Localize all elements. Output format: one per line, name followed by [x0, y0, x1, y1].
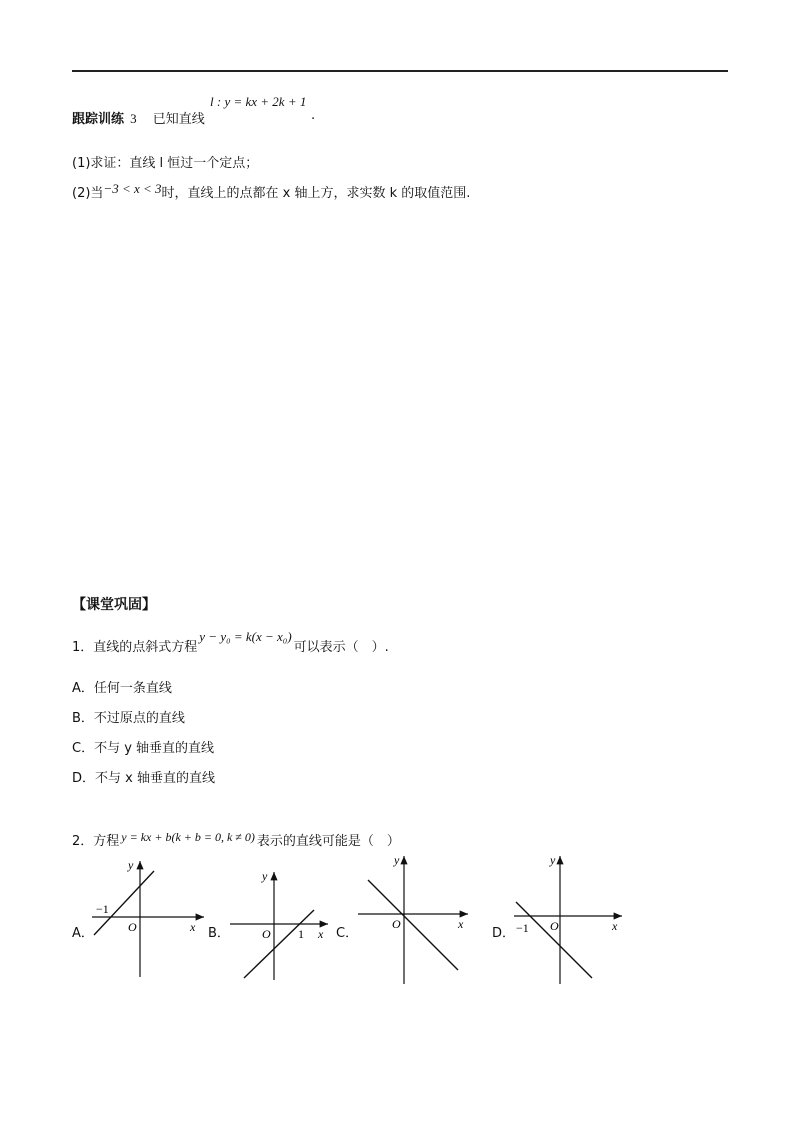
training-heading — [72, 108, 205, 127]
training-intro: 已知直线 — [152, 112, 205, 127]
x-label: x — [612, 919, 618, 933]
q1-stem — [72, 629, 389, 655]
q1-option-c[interactable]: C．不与 y 轴垂直的直线 — [72, 741, 215, 756]
q2-option-c[interactable]: C． — [336, 926, 359, 941]
training-end-mark: . — [311, 108, 316, 123]
origin-label: O — [392, 917, 401, 931]
q2-stem — [72, 830, 400, 849]
y-label: y — [262, 869, 268, 883]
q2-prefix: 2．方程 — [72, 834, 120, 849]
q1-math: y − y₀ = k(x − x₀) — [199, 629, 292, 644]
y-label: y — [394, 853, 400, 867]
header-rule — [72, 70, 728, 72]
part2-suffix: 时，直线上的点都在 x 轴上方，求实数 k 的取值范围. — [161, 186, 471, 201]
q1-prefix: 1．直线的点斜式方程 — [72, 640, 198, 655]
training-part1: (1)求证：直线 l 恒过一个定点； — [72, 156, 259, 171]
origin-label: O — [128, 920, 137, 934]
y-label: y — [550, 853, 556, 867]
x-label: x — [190, 920, 196, 934]
tick-label: 1 — [298, 927, 304, 941]
q1-suffix: 可以表示（ ）. — [293, 640, 389, 655]
part2-prefix: (2)当 — [72, 186, 104, 201]
graph-line — [368, 880, 458, 970]
training-label: 跟踪训练 — [72, 112, 125, 127]
x-label: x — [458, 917, 464, 931]
graph-line — [244, 910, 314, 978]
graph-a — [88, 855, 210, 980]
q1-option-d[interactable]: D．不与 x 轴垂直的直线 — [72, 771, 215, 786]
graph-c — [352, 852, 474, 987]
part2-math: −3 < x < 3 — [103, 181, 162, 196]
origin-label: O — [550, 919, 559, 933]
x-label: x — [318, 927, 324, 941]
tick-label: −1 — [96, 902, 109, 916]
graph-b — [228, 866, 333, 984]
q1-option-a[interactable]: A．任何一条直线 — [72, 681, 172, 696]
origin-label: O — [262, 927, 271, 941]
graph-d — [510, 852, 628, 987]
q2-option-a[interactable]: A． — [72, 926, 94, 941]
section-title: 【课堂巩固】 — [72, 597, 156, 613]
q2-option-d[interactable]: D． — [492, 926, 516, 941]
q2-option-b[interactable]: B． — [208, 926, 230, 941]
q1-option-b[interactable]: B．不过原点的直线 — [72, 711, 185, 726]
tick-label: −1 — [516, 921, 529, 935]
training-part2 — [72, 182, 470, 201]
y-label: y — [128, 858, 134, 872]
q2-suffix: 表示的直线可能是（ ） — [256, 834, 400, 849]
training-equation: l : y = kx + 2k + 1 — [210, 94, 307, 109]
graph-line — [516, 902, 592, 978]
training-number: 3 — [130, 111, 137, 126]
q2-math: y = kx + b(k + b = 0, k ≠ 0) — [121, 830, 255, 844]
